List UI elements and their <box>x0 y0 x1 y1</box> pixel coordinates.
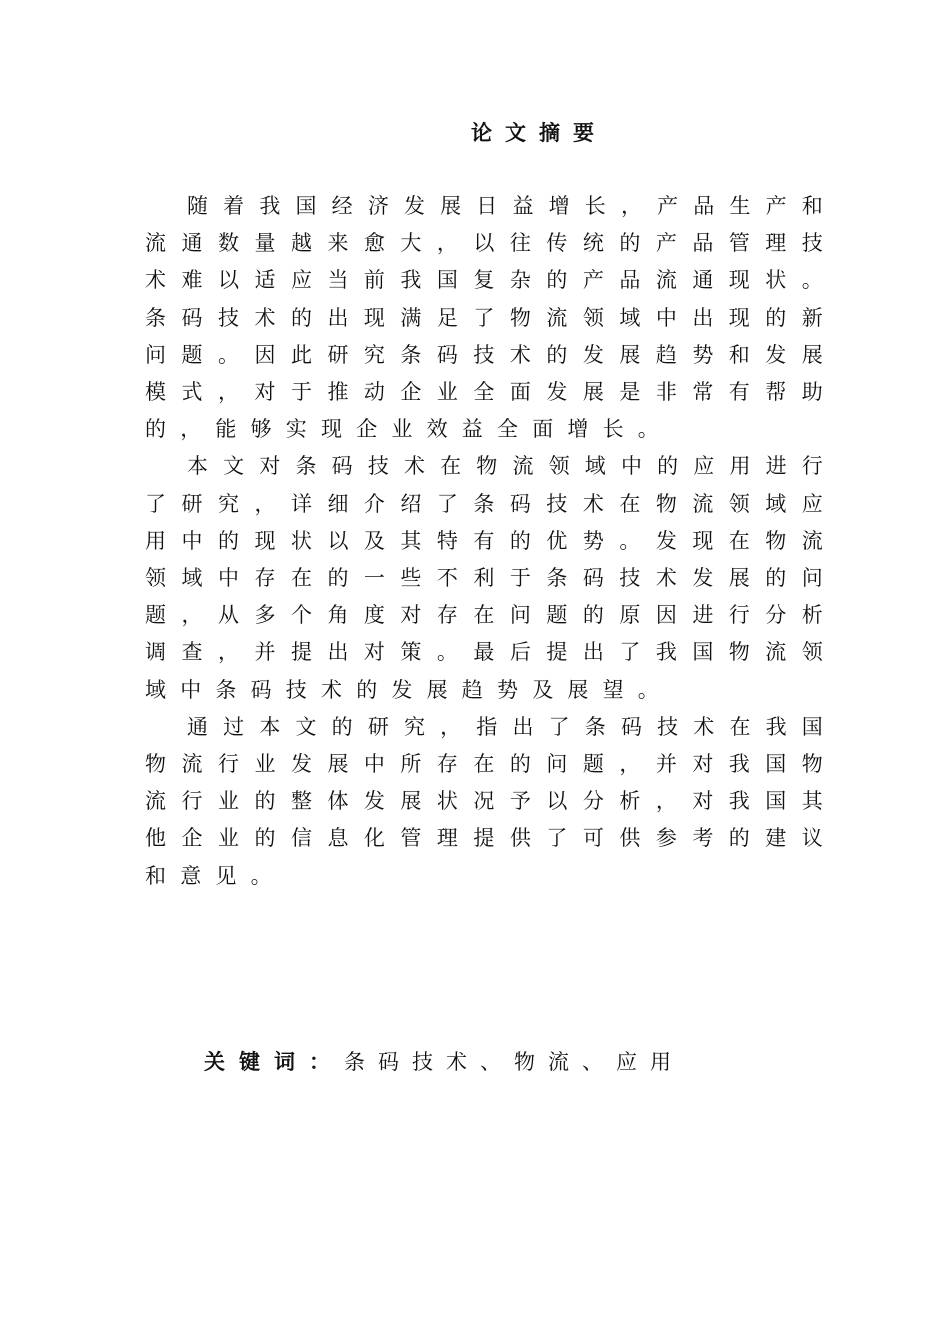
abstract-paragraph-3: 通过本文的研究，指出了条码技术在我国物流行业发展中所存在的问题，并对我国物流行业的整体发展状况予以分析，对我国其他企业的信息化管理提供了可供参考的建议和意见。 <box>145 714 837 888</box>
abstract-title: 论文摘要 <box>471 120 607 145</box>
keywords-label: 关键词： <box>204 1049 344 1074</box>
abstract-body <box>145 188 837 895</box>
abstract-paragraph-1: 随着我国经济发展日益增长，产品生产和流通数量越来愈大，以往传统的产品管理技术难以适应当前我国复杂的产品流通现状。条码技术的出现满足了物流领域中出现的新问题。因此研究条码技术的发展趋势和发展模式，对于推动企业全面发展是非常有帮助的，能够实现企业效益全面增长。 <box>145 194 837 442</box>
keywords-value: 条码技术、物流、应用 <box>344 1050 684 1074</box>
keywords-line <box>204 1046 684 1076</box>
abstract-paragraph-2: 本文对条码技术在物流领域中的应用进行了研究，详细介绍了条码技术在物流领域应用中的现状以及其特有的优势。发现在物流领域中存在的一些不利于条码技术发展的问题，从多个角度对存在问题的原因进行分析调查，并提出对策。最后提出了我国物流领域中条码技术的发展趋势及展望。 <box>145 454 837 702</box>
